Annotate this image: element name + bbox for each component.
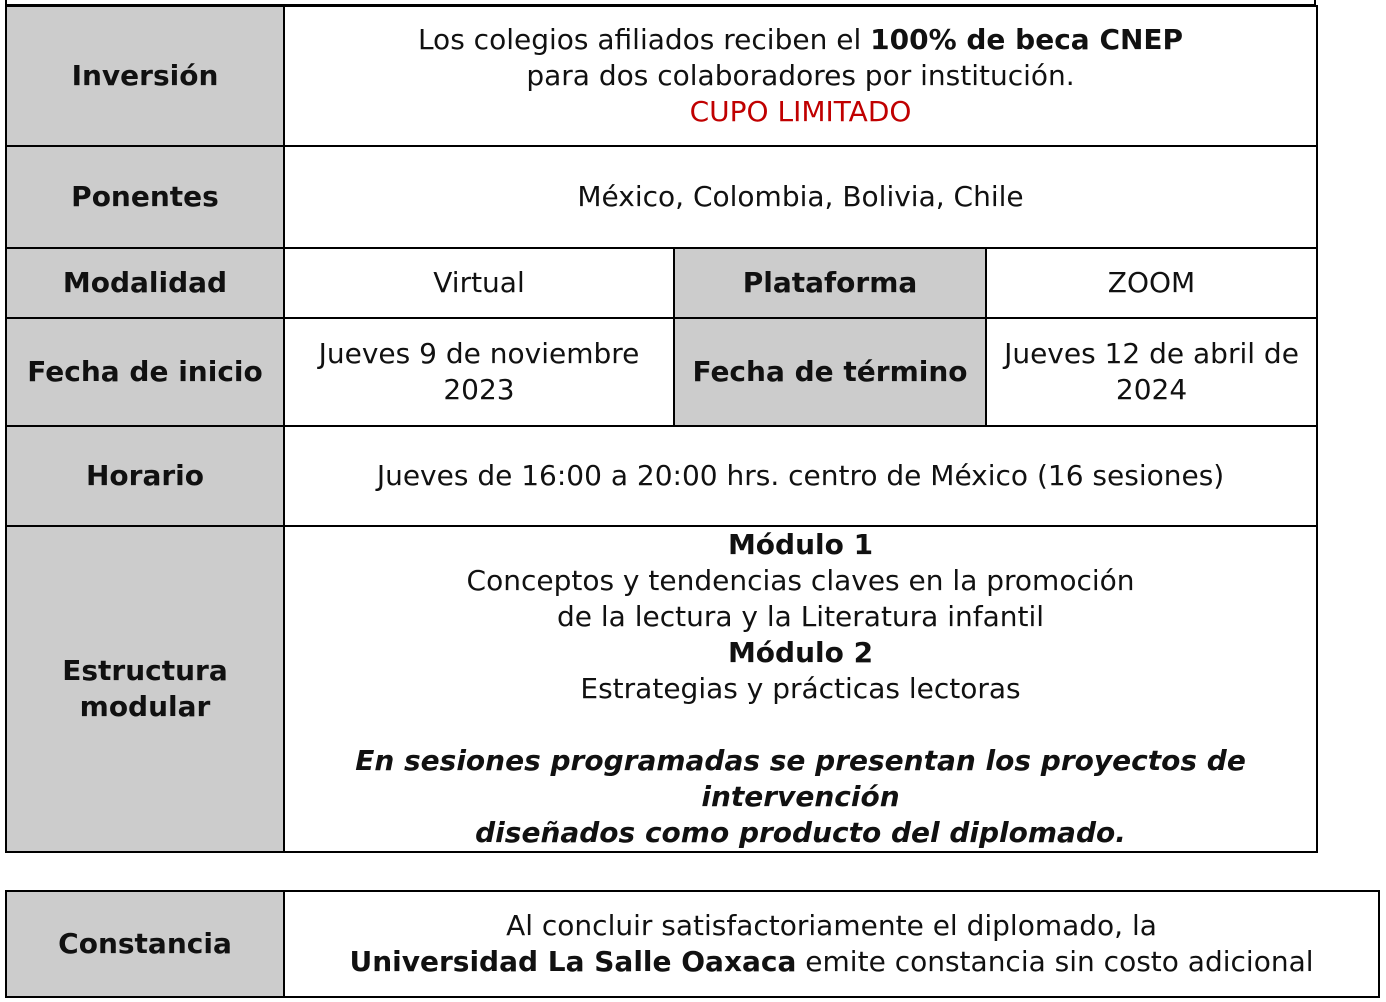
horario-value: Jueves de 16:00 a 20:00 hrs. centro de México (16 sesiones) [284, 426, 1317, 526]
fecha-inicio-line2: 2023 [443, 373, 515, 406]
plataforma-value: ZOOM [986, 248, 1317, 318]
inversion-label: Inversión [6, 6, 284, 146]
inversion-line1-text: Los colegios afiliados reciben el [417, 23, 871, 56]
inversion-beca-highlight: 100% de beca CNEP [870, 23, 1184, 56]
modulo1-line2: de la lectura y la Literatura infantil [556, 600, 1045, 633]
ponentes-label: Ponentes [6, 146, 284, 248]
inversion-line2: para dos colaboradores por institución. [526, 59, 1075, 92]
fecha-termino-line1: Jueves 12 de abril de [1004, 337, 1299, 370]
estructura-label [6, 526, 284, 852]
inversion-line1 [293, 22, 1308, 58]
constancia-label: Constancia [6, 891, 284, 997]
constancia-line2-rest: emite constancia sin costo adicional [796, 945, 1314, 978]
constancia-value [284, 891, 1379, 997]
plataforma-label: Plataforma [674, 248, 986, 318]
row-fechas [6, 318, 1317, 426]
modalidad-label: Modalidad [6, 248, 284, 318]
fecha-termino-value [986, 318, 1317, 426]
modalidad-value: Virtual [284, 248, 674, 318]
row-ponentes [6, 146, 1317, 248]
estructura-label-line1: Estructura [62, 654, 228, 687]
diplomado-info-table [5, 5, 1318, 853]
row-estructura [6, 526, 1317, 852]
proyectos-note-line2: diseñados como producto del diplomado. [475, 816, 1126, 849]
modulo2-title: Módulo 2 [727, 636, 874, 669]
fecha-termino-label: Fecha de término [674, 318, 986, 426]
modulo1-line1: Conceptos y tendencias claves en la promoción [466, 564, 1135, 597]
fecha-inicio-value [284, 318, 674, 426]
universidad-name: Universidad La Salle Oaxaca [349, 945, 797, 978]
row-horario [6, 426, 1317, 526]
constancia-line1: Al concluir satisfactoriamente el diplomado, la [506, 909, 1157, 942]
modulo1-title: Módulo 1 [727, 528, 874, 561]
fecha-inicio-label: Fecha de inicio [6, 318, 284, 426]
constancia-line2 [293, 944, 1370, 980]
estructura-label-line2: modular [79, 690, 211, 723]
row-constancia [6, 891, 1379, 997]
row-inversion [6, 6, 1317, 146]
fecha-termino-line2: 2024 [1115, 373, 1188, 406]
proyectos-note-line1: En sesiones programadas se presentan los proyectos de intervención [355, 744, 1246, 813]
horario-label: Horario [6, 426, 284, 526]
spacer [293, 707, 1308, 743]
cupo-limitado-notice: CUPO LIMITADO [689, 95, 912, 128]
modulo2-line1: Estrategias y prácticas lectoras [580, 672, 1021, 705]
inversion-value [284, 6, 1317, 146]
row-modalidad [6, 248, 1317, 318]
estructura-value [284, 526, 1317, 852]
constancia-table [5, 890, 1380, 998]
ponentes-value: México, Colombia, Bolivia, Chile [284, 146, 1317, 248]
fecha-inicio-line1: Jueves 9 de noviembre [318, 337, 640, 370]
